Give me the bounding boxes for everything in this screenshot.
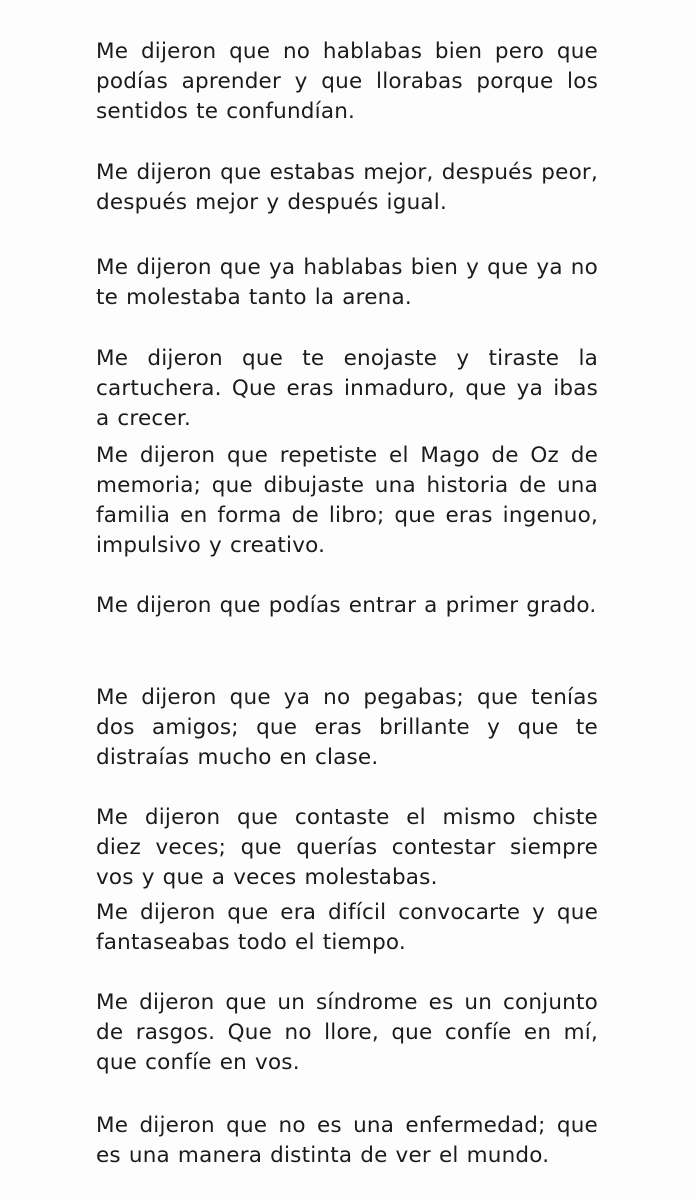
paragraph: Me dijeron que no es una enfermedad; que es una manera distinta de ver el mundo. (96, 1113, 598, 1168)
paragraph: Me dijeron que era difícil convocarte y que fantaseabas todo el tiempo. (96, 900, 598, 955)
paragraph: Me dijeron que contaste el mismo chiste diez veces; que querías contestar siempre vos y que a veces molestabas. (96, 805, 598, 890)
paragraph: Me dijeron que te enojaste y tiraste la cartuchera. Que eras inmaduro, que ya ibas a crecer. (96, 346, 598, 431)
paragraph: Me dijeron que repetiste el Mago de Oz de memoria; que dibujaste una historia de una familia en forma de libro; que eras ingenuo, impulsivo y creativo. (96, 443, 598, 558)
paragraph: Me dijeron que no hablabas bien pero que podías aprender y que llorabas porque los sentidos te confundían. (96, 39, 598, 124)
paragraph: Me dijeron que podías entrar a primer grado. (96, 593, 597, 618)
paragraph: Me dijeron que ya hablabas bien y que ya no te molestaba tanto la arena. (96, 255, 598, 310)
paragraph: Me dijeron que ya no pegabas; que tenías dos amigos; que eras brillante y que te distraías mucho en clase. (96, 685, 598, 770)
paragraph: Me dijeron que un síndrome es un conjunto de rasgos. Que no llore, que confíe en mí, que confíe en vos. (96, 990, 598, 1075)
paragraph: Me dijeron que estabas mejor, después peor, después mejor y después igual. (96, 160, 598, 215)
